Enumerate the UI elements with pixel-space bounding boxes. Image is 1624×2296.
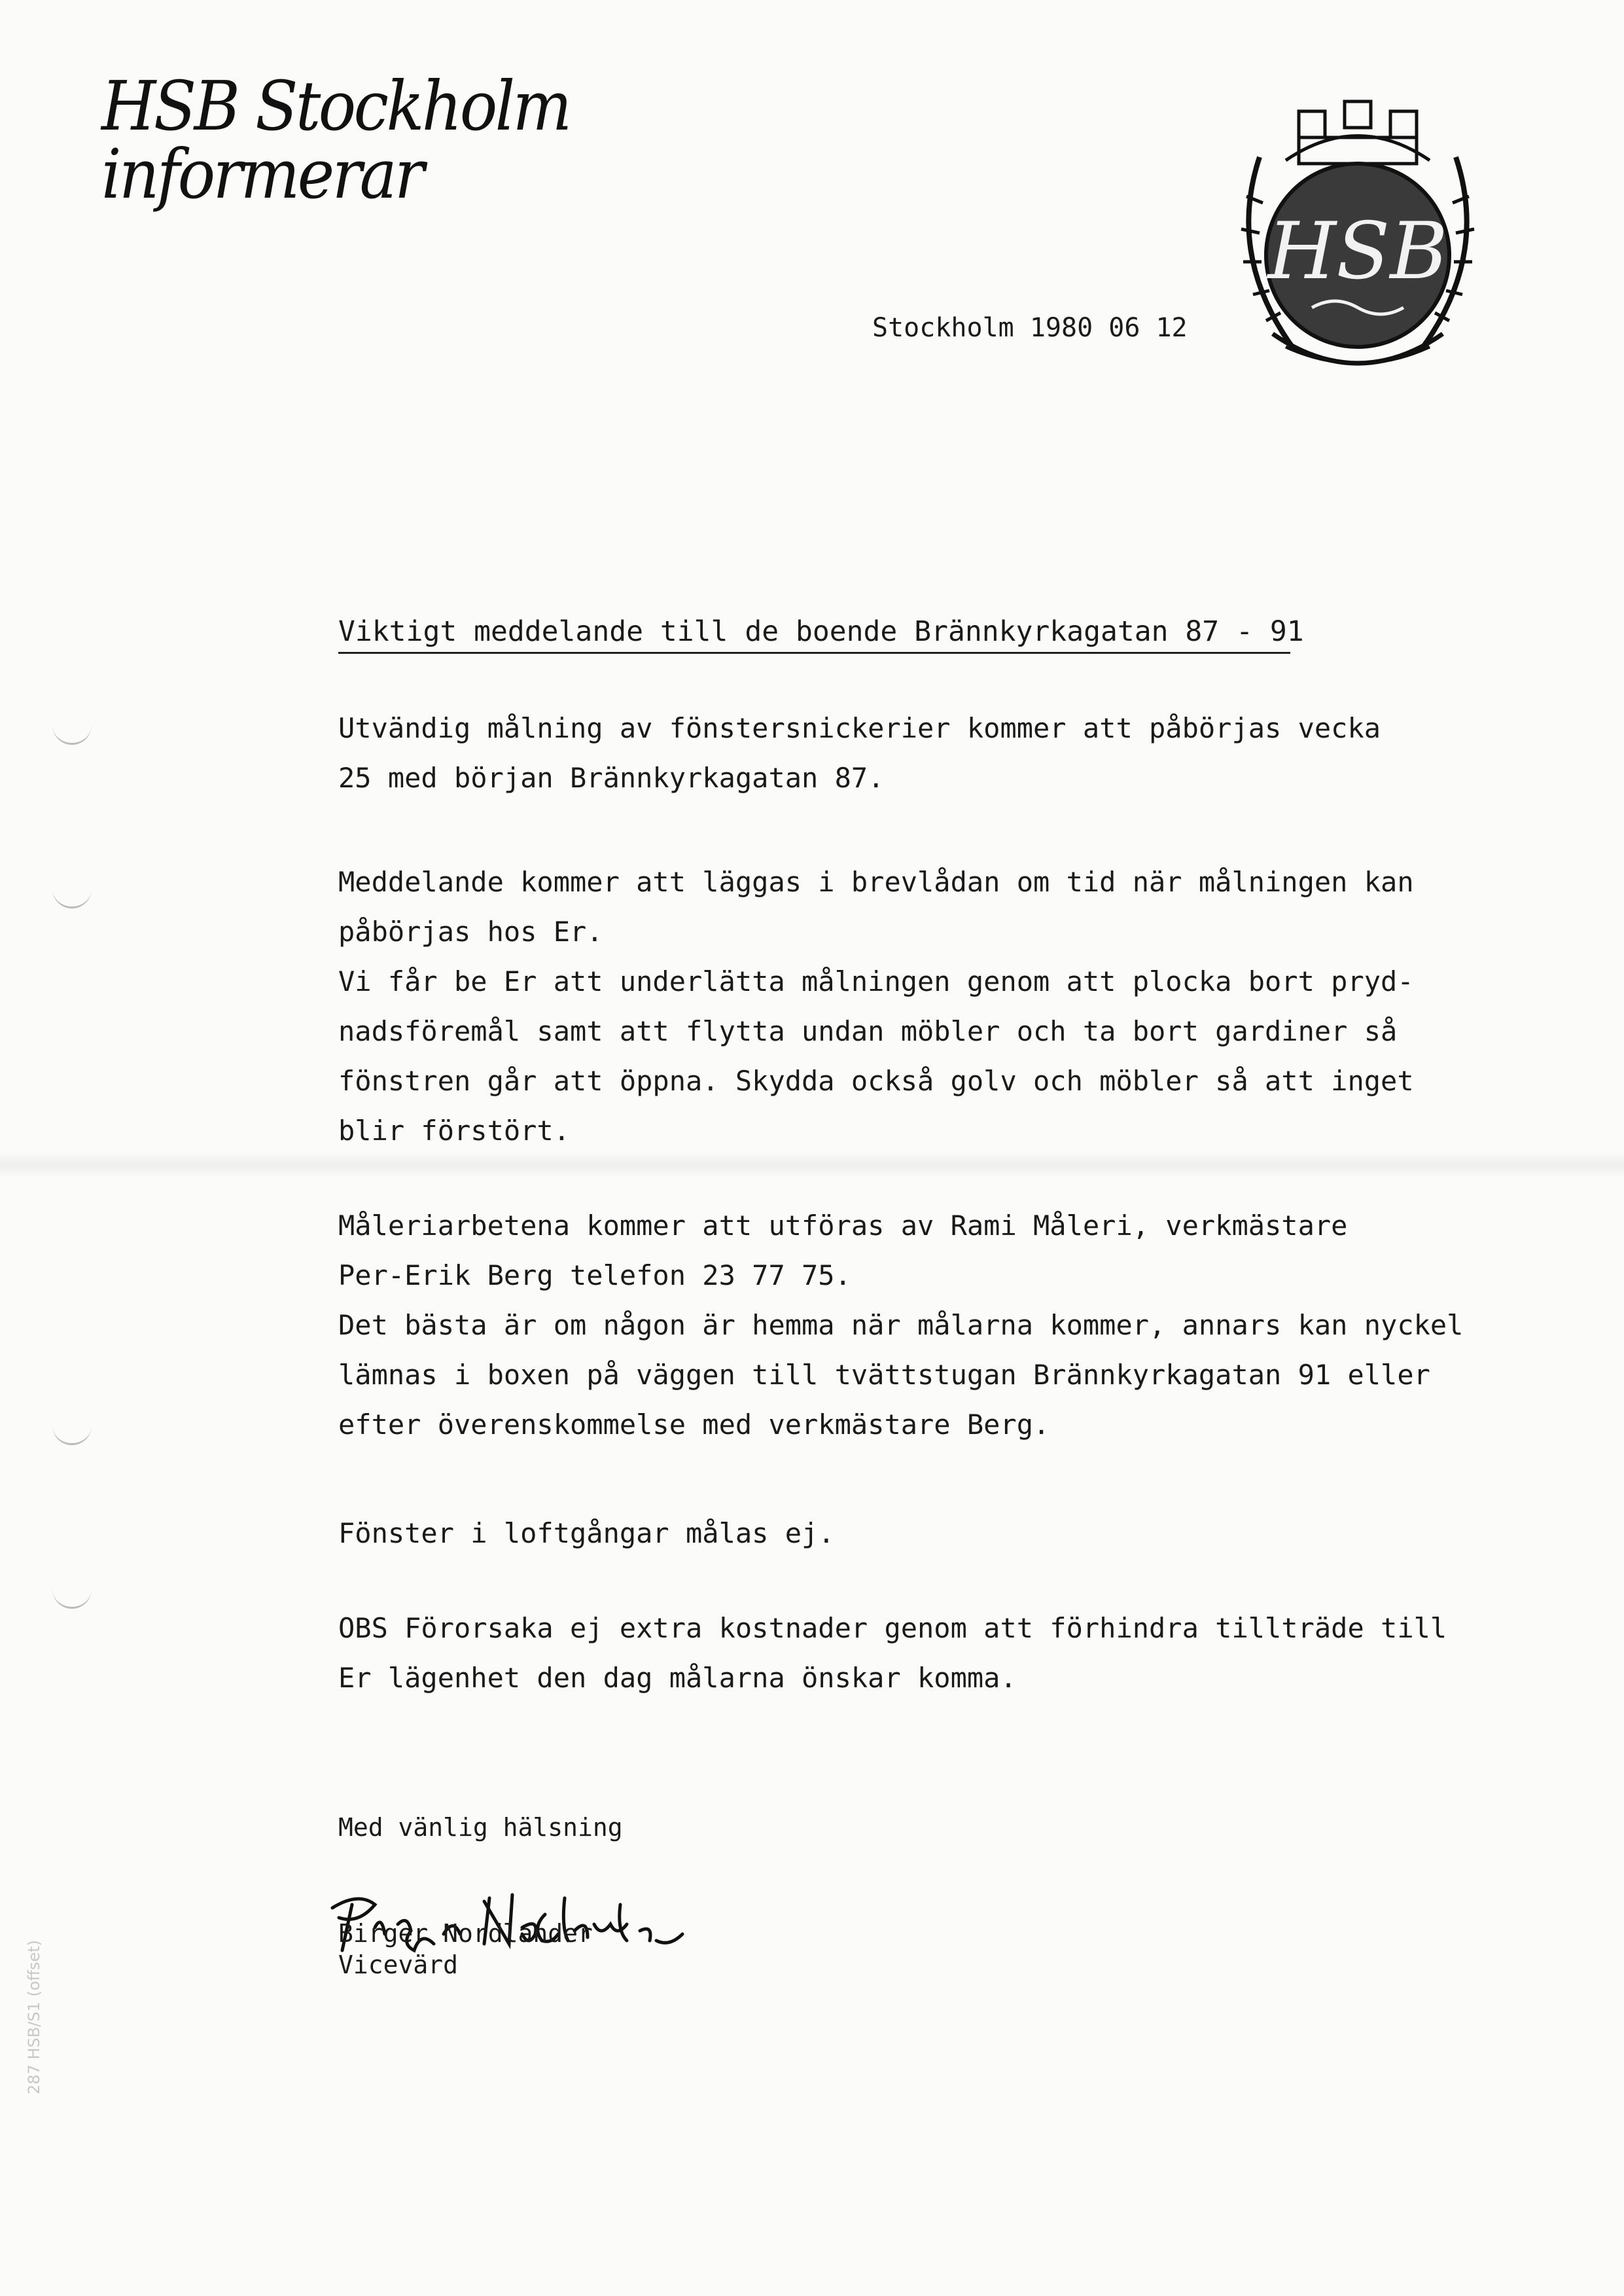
signatory-title: Vicevärd [338,1950,459,1979]
text-line: Vi får be Er att underlätta målningen genom att plocka bort pryd- [338,965,1414,997]
paragraph-4 [338,1509,835,1558]
punch-hole-mark [52,887,92,908]
text-line: Er lägenhet den dag målarna önskar komma. [338,1662,1017,1694]
text-line: Det bästa är om någon är hemma när målarna kommer, annars kan nyckel [338,1309,1464,1341]
text-line: OBS Förorsaka ej extra kostnader genom att förhindra tillträde till [338,1612,1447,1644]
paragraph-3 [338,1201,1463,1450]
paper-fold [0,1152,1624,1178]
punch-hole-mark [52,723,92,745]
signatory-name: Birger Nordlander [338,1919,593,1948]
text-line: Meddelande kommer att läggas i brevlådan om tid när målningen kan [338,866,1414,898]
text-line: påbörjas hos Er. [338,916,603,948]
text-line: nadsföremål samt att flytta undan möbler och ta bort gardiner så [338,1015,1398,1047]
closing-greeting: Med vänlig hälsning [338,1813,623,1842]
logo-monogram: HSB [1267,206,1448,297]
punch-hole-mark [52,1587,92,1609]
text-line: Utvändig målning av fönstersnickerier kommer att påbörjas vecka [338,712,1381,744]
paragraph-5 [338,1604,1447,1703]
text-line: lämnas i boxen på väggen till tvättstugan Brännkyrkagatan 91 eller [338,1359,1430,1391]
letter-date: Stockholm 1980 06 12 [872,313,1188,343]
text-line: Fönster i loftgångar målas ej. [338,1517,835,1549]
signature-text: Birger Nordlander [319,1958,346,1961]
letter-heading: Viktigt meddelande till de boende Brännkyrkagatan 87 - 91 [338,615,1290,654]
punch-hole-mark [52,1424,92,1445]
paragraph-2 [338,857,1414,1156]
text-line: fönstren går att öppna. Skydda också golv och möbler så att inget [338,1065,1414,1097]
text-line: Per-Erik Berg telefon 23 77 75. [338,1259,851,1291]
paragraph-1 [338,704,1381,803]
masthead [101,66,570,214]
text-line: Måleriarbetena kommer att utföras av Rami Måleri, verkmästare [338,1210,1348,1242]
text-line: blir förstört. [338,1115,571,1147]
hsb-emblem-logo [1201,85,1515,399]
margin-print-code: 287 HSB/S1 (offset) [25,1939,43,2094]
masthead-line-2: informerar [101,134,423,214]
masthead-line-1: HSB Stockholm [101,66,570,146]
text-line: 25 med början Brännkyrkagatan 87. [338,762,885,794]
text-line: efter överenskommelse med verkmästare Berg. [338,1408,1050,1441]
